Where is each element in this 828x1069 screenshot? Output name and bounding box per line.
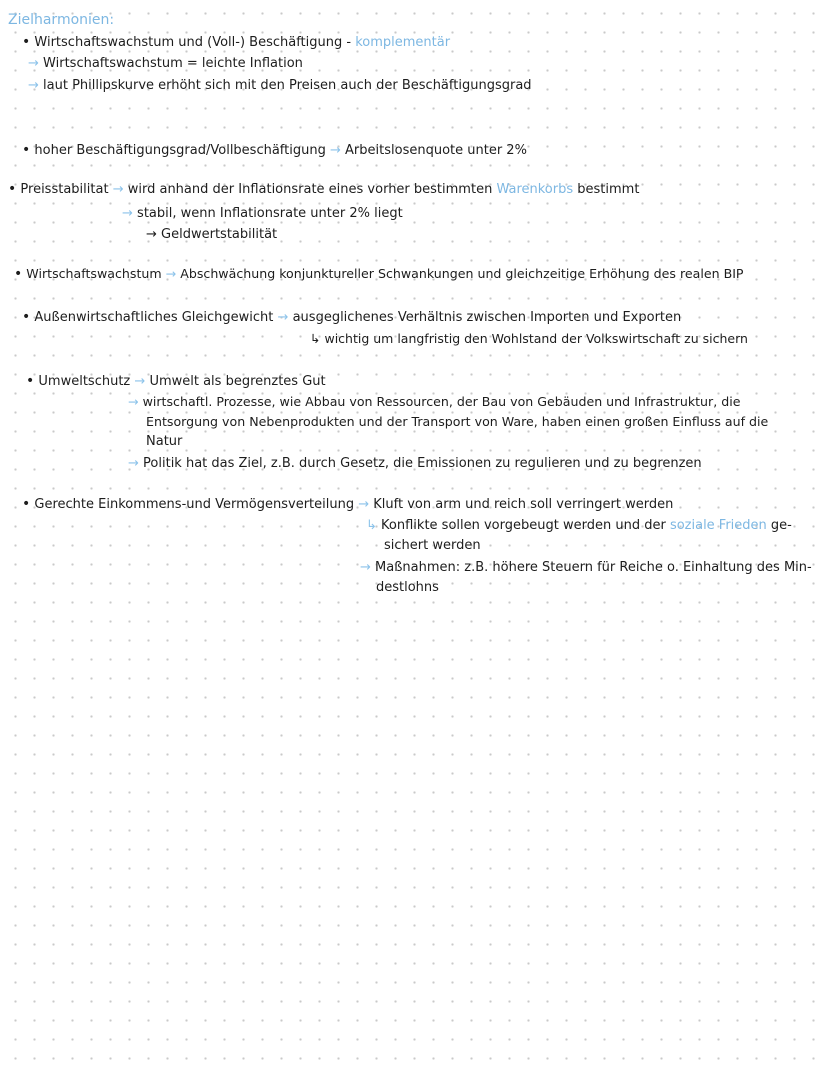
- note-text: Umwelt als begrenztes Gut: [149, 374, 326, 389]
- bullet: •: [14, 266, 23, 282]
- note-text: Politik hat das Ziel, z.B. durch Gesetz, die Emissionen zu regulieren und zu begrenzen: [143, 456, 702, 471]
- bullet: •: [22, 142, 31, 158]
- note-line: [28, 78, 532, 94]
- accent-text: soziale Frieden: [669, 518, 767, 533]
- note-text: Arbeitslosenquote unter 2%: [345, 143, 527, 158]
- note-line: [360, 560, 812, 576]
- note-text: bestimmt: [573, 182, 640, 197]
- section-heading: Wirtschaftswachstum und (Voll-) Beschäftigung -: [34, 35, 356, 50]
- bullet: •: [8, 181, 17, 197]
- page-title: Zielharmonien:: [8, 12, 115, 28]
- arrow-icon: →: [358, 497, 370, 512]
- section-umweltschutz: [26, 373, 326, 390]
- bullet: •: [22, 309, 31, 325]
- note-line: Natur: [146, 434, 183, 449]
- section-heading: Wirtschaftswachstum: [26, 266, 162, 281]
- note-line: sichert werden: [384, 538, 481, 553]
- arrow-icon: →: [28, 78, 39, 93]
- note-text: ge-: [766, 518, 792, 533]
- note-text: wirtschaftl. Prozesse, wie Abbau von Ressourcen, der Bau von Gebäuden und Infrastruktur, die: [142, 394, 741, 409]
- section-heading: Preisstabilitat: [20, 182, 109, 197]
- arrow-icon: →: [28, 56, 39, 71]
- section-heading: Außenwirtschaftliches Gleichgewicht: [34, 310, 274, 325]
- accent-text: Warenkorbs: [496, 182, 574, 197]
- accent-text: komplementär: [355, 35, 451, 50]
- arrow-icon: →: [329, 143, 341, 158]
- section-heading: Gerechte Einkommens-und Vermögensverteilung: [34, 497, 355, 512]
- note-text: Maßnahmen: z.B. höhere Steuern für Reiche o. Einhaltung des Min-: [375, 560, 812, 575]
- note-line: [28, 56, 303, 72]
- note-text: Geldwertstabilität: [161, 227, 278, 242]
- note-line: [122, 206, 403, 222]
- hook-arrow-icon: ↳: [366, 518, 377, 533]
- hook-arrow-icon: ↳: [310, 331, 321, 346]
- section-heading: hoher Beschäftigungsgrad/Vollbeschäftigung: [34, 143, 326, 158]
- note-line: destlohns: [376, 580, 439, 595]
- arrow-icon: →: [146, 227, 157, 242]
- note-text: wird anhand der Inflationsrate eines vorher bestimmten: [127, 182, 497, 197]
- section-preisstabilitaet: [8, 181, 639, 198]
- bullet: •: [26, 373, 35, 389]
- note-line: Entsorgung von Nebenprodukten und der Transport von Ware, haben einen großen Einfluss auf die: [146, 414, 769, 429]
- section-aussenwirtschaft: [22, 309, 681, 326]
- arrow-icon: →: [360, 560, 371, 575]
- note-text: Wirtschaftswachstum = leichte Inflation: [43, 56, 303, 71]
- section-heading: Umweltschutz: [38, 374, 131, 389]
- arrow-icon: →: [112, 182, 124, 197]
- arrow-icon: →: [134, 374, 146, 389]
- note-line: [128, 456, 702, 472]
- note-line: [128, 394, 740, 410]
- section-wachstum-beschaeftigung: [22, 34, 450, 51]
- arrow-icon: →: [122, 206, 133, 221]
- section-wirtschaftswachstum: [14, 266, 744, 282]
- arrow-icon: →: [128, 394, 139, 409]
- note-text: wichtig um langfristig den Wohlstand der Volkswirtschaft zu sichern: [324, 331, 748, 346]
- note-line: [366, 518, 792, 534]
- arrow-icon: →: [128, 456, 139, 471]
- note-text: Abschwächung konjunktureller Schwankungen und gleichzeitige Erhöhung des realen BIP: [180, 266, 744, 281]
- note-text: ausgeglichenes Verhältnis zwischen Importen und Exporten: [292, 310, 682, 325]
- bullet: •: [22, 34, 31, 50]
- arrow-icon: →: [165, 266, 177, 281]
- section-verteilung: [22, 496, 673, 513]
- arrow-icon: →: [277, 310, 289, 325]
- note-text: Konflikte sollen vorgebeugt werden und der: [381, 518, 670, 533]
- note-text: stabil, wenn Inflationsrate unter 2% liegt: [137, 206, 403, 221]
- section-beschaeftigungsgrad: [22, 142, 527, 159]
- bullet: •: [22, 496, 31, 512]
- note-line: [310, 331, 748, 347]
- note-text: laut Phillipskurve erhöht sich mit den Preisen auch der Beschäftigungsgrad: [43, 78, 532, 93]
- note-text: Kluft von arm und reich soll verringert werden: [373, 497, 674, 512]
- note-line: [146, 227, 277, 243]
